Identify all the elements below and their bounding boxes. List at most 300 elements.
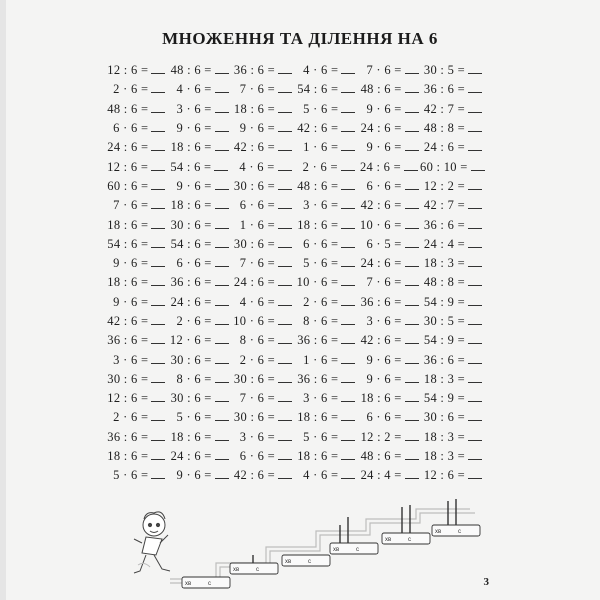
answer-blank[interactable] [151,392,165,402]
exercise-row [104,61,484,80]
answer-blank[interactable] [405,64,419,74]
exercise-expression: 36 : 6 = [107,429,149,444]
exercise-item [104,275,167,290]
answer-blank[interactable] [341,180,355,190]
exercise-item [357,237,420,252]
exercise-item [294,391,357,406]
exercise-expression: 36 : 6 = [423,82,465,97]
answer-blank[interactable] [278,161,292,171]
answer-blank[interactable] [341,296,355,306]
exercise-row [104,100,484,119]
exercise-expression: 48 : 6 = [360,82,402,97]
exercise-item [294,82,357,97]
exercise-row [104,428,484,447]
svg-text:хв: хв [385,537,392,543]
exercise-item [104,218,167,233]
exercise-item [357,179,420,194]
exercise-item [167,82,230,97]
exercise-expression: 10 · 6 = [296,275,339,290]
exercise-expression: 4 · 6 = [303,468,339,483]
exercise-item [167,102,230,117]
answer-blank[interactable] [341,450,355,460]
exercise-item [294,353,357,368]
answer-blank[interactable] [278,431,292,441]
exercise-item [421,430,484,445]
exercise-expression: 2 · 6 = [176,314,212,328]
answer-blank[interactable] [341,276,355,286]
exercise-expression: 54 : 6 = [170,236,212,251]
answer-blank[interactable] [405,431,419,441]
exercise-expression: 42 : 6 = [107,314,149,328]
answer-blank[interactable] [278,64,292,74]
answer-blank[interactable] [215,141,229,151]
svg-text:с: с [458,529,461,535]
answer-blank[interactable] [405,141,419,151]
answer-blank[interactable] [151,276,165,286]
exercise-expression: 24 : 6 = [359,159,402,174]
answer-blank[interactable] [341,83,355,93]
exercise-item [104,314,167,329]
exercise-item [294,63,357,78]
answer-blank[interactable] [405,122,419,132]
exercise-item [294,295,357,310]
answer-blank[interactable] [215,238,229,248]
answer-blank[interactable] [468,373,482,383]
exercise-expression: 3 · 6 = [113,352,149,367]
exercise-expression: 48 : 8 = [423,121,465,136]
answer-blank[interactable] [215,450,229,460]
exercise-item [294,314,357,329]
answer-blank[interactable] [151,296,165,306]
exercise-item [104,140,167,155]
exercise-item [421,314,484,329]
exercise-item [104,449,167,464]
exercise-item [421,353,484,368]
exercise-expression: 7 · 6 = [366,63,402,78]
exercise-item [294,410,357,425]
exercise-item [104,63,167,78]
exercise-expression: 3 · 6 = [366,314,402,328]
exercise-item [294,160,357,175]
answer-blank[interactable] [151,180,165,190]
exercise-expression: 42 : 7 = [423,198,465,213]
answer-blank[interactable] [405,469,419,479]
answer-blank[interactable] [215,257,229,267]
exercise-item [104,353,167,368]
exercise-item [167,63,230,78]
answer-blank[interactable] [468,64,482,74]
answer-blank[interactable] [468,411,482,421]
answer-blank[interactable] [278,103,292,113]
exercise-expression: 36 : 6 = [297,333,339,348]
exercise-expression: 12 · 6 = [169,333,212,348]
exercise-expression: 18 : 6 = [107,217,149,232]
exercise-expression: 24 : 6 = [233,275,275,290]
answer-blank[interactable] [278,141,292,151]
answer-blank[interactable] [468,334,482,344]
exercise-expression: 30 : 6 = [233,236,275,251]
exercise-item [167,430,230,445]
exercise-item [167,218,230,233]
exercise-item [421,179,484,194]
answer-blank[interactable] [215,276,229,286]
exercise-item [421,391,484,406]
answer-blank[interactable] [278,122,292,132]
exercise-expression: 42 : 6 = [360,198,402,213]
answer-blank[interactable] [151,64,165,74]
exercise-expression: 42 : 7 = [423,101,465,116]
exercise-item [231,468,294,483]
answer-blank[interactable] [341,354,355,364]
exercise-item [357,468,420,483]
exercise-row [104,466,484,485]
exercise-expression: 18 : 6 = [233,101,275,116]
answer-blank[interactable] [278,392,292,402]
exercise-item [357,295,420,310]
exercise-item [104,82,167,97]
answer-blank[interactable] [405,103,419,113]
exercise-item [421,449,484,464]
answer-blank[interactable] [468,315,482,325]
answer-blank[interactable] [278,296,292,306]
exercise-row [104,235,484,254]
answer-blank[interactable] [341,315,355,325]
answer-blank[interactable] [215,315,229,325]
exercise-expression: 54 : 6 = [297,82,339,97]
answer-blank[interactable] [341,141,355,151]
answer-blank[interactable] [215,103,229,113]
answer-blank[interactable] [215,431,229,441]
answer-blank[interactable] [278,219,292,229]
answer-blank[interactable] [215,296,229,306]
answer-blank[interactable] [341,122,355,132]
answer-blank[interactable] [468,469,482,479]
exercise-row [104,331,484,350]
exercise-item [231,179,294,194]
exercise-item [294,140,357,155]
exercise-expression: 48 : 6 = [170,63,212,78]
exercise-item [357,275,420,290]
answer-blank[interactable] [151,373,165,383]
answer-blank[interactable] [215,373,229,383]
exercise-expression: 10 · 6 = [359,217,402,232]
exercise-item [294,430,357,445]
exercise-item [357,430,420,445]
exercise-expression: 9 · 6 = [366,140,402,155]
answer-blank[interactable] [341,334,355,344]
answer-blank[interactable] [151,450,165,460]
exercise-item [357,140,420,155]
answer-blank[interactable] [151,411,165,421]
answer-blank[interactable] [468,219,482,229]
exercise-item [167,353,230,368]
answer-blank[interactable] [468,354,482,364]
exercise-item [294,218,357,233]
exercise-item [421,275,484,290]
answer-blank[interactable] [341,431,355,441]
exercise-expression: 6 · 6 = [366,178,402,193]
answer-blank[interactable] [468,83,482,93]
exercise-item [231,275,294,290]
answer-blank[interactable] [405,315,419,325]
exercise-expression: 48 : 6 = [297,178,339,193]
exercise-item [167,121,230,136]
answer-blank[interactable] [405,219,419,229]
answer-blank[interactable] [151,238,165,248]
cartoon-character-icon [134,512,170,573]
exercise-row [104,447,484,466]
exercise-item [294,449,357,464]
exercise-item [104,198,167,213]
exercise-item [357,372,420,387]
exercise-expression: 36 : 6 = [107,333,149,348]
exercise-expression: 42 : 6 = [233,468,275,483]
exercise-expression: 9 · 6 = [176,121,212,136]
answer-blank[interactable] [151,315,165,325]
exercise-expression: 30 : 6 = [107,371,149,386]
exercise-item [421,102,484,117]
exercise-item [231,140,294,155]
exercise-expression: 12 : 6 = [423,468,465,483]
answer-blank[interactable] [405,83,419,93]
exercise-expression: 3 · 6 = [239,429,275,444]
exercise-expression: 18 : 6 = [170,429,212,444]
answer-blank[interactable] [278,450,292,460]
answer-blank[interactable] [468,296,482,306]
answer-blank[interactable] [215,354,229,364]
exercise-expression: 7 · 6 = [366,275,402,290]
exercise-expression: 30 : 6 = [423,410,465,425]
exercise-item [357,314,420,329]
exercise-item [421,333,484,348]
answer-blank[interactable] [151,199,165,209]
exercise-expression: 36 : 6 = [170,275,212,290]
answer-blank[interactable] [405,296,419,306]
exercise-expression: 9 · 6 = [366,101,402,116]
exercise-item [421,295,484,310]
exercise-item [167,160,230,175]
answer-blank[interactable] [151,161,165,171]
answer-blank[interactable] [278,373,292,383]
answer-blank[interactable] [278,238,292,248]
exercise-item [421,410,484,425]
answer-blank[interactable] [468,122,482,132]
answer-blank[interactable] [278,334,292,344]
exercise-item [231,237,294,252]
answer-blank[interactable] [341,411,355,421]
exercise-grid [104,61,484,486]
answer-blank[interactable] [215,219,229,229]
answer-blank[interactable] [151,219,165,229]
exercise-item [421,256,484,271]
exercise-item [231,372,294,387]
answer-blank[interactable] [278,83,292,93]
answer-blank[interactable] [341,199,355,209]
svg-text:хв: хв [185,581,192,587]
exercise-expression: 9 · 6 = [366,371,402,386]
exercise-expression: 24 : 4 = [360,468,402,483]
exercise-expression: 36 : 6 = [297,371,339,386]
answer-blank[interactable] [215,122,229,132]
exercise-expression: 6 · 6 = [366,410,402,425]
exercise-item [167,237,230,252]
exercise-item [167,372,230,387]
answer-blank[interactable] [468,199,482,209]
exercise-expression: 5 · 6 = [303,256,339,271]
exercise-expression: 18 : 3 = [423,429,465,444]
answer-blank[interactable] [468,180,482,190]
exercise-item [104,179,167,194]
answer-blank[interactable] [215,180,229,190]
answer-blank[interactable] [151,354,165,364]
answer-blank[interactable] [278,257,292,267]
answer-blank[interactable] [151,122,165,132]
answer-blank[interactable] [468,141,482,151]
answer-blank[interactable] [405,238,419,248]
exercise-item [231,218,294,233]
answer-blank[interactable] [341,257,355,267]
exercise-expression: 54 : 6 = [107,236,149,251]
answer-blank[interactable] [151,103,165,113]
exercise-item [420,160,484,175]
exercise-expression: 2 · 6 = [239,352,275,367]
exercise-item [421,237,484,252]
exercise-item [167,140,230,155]
answer-blank[interactable] [405,276,419,286]
answer-blank[interactable] [215,199,229,209]
answer-blank[interactable] [405,257,419,267]
exercise-expression: 24 : 6 = [170,294,212,309]
answer-blank[interactable] [468,431,482,441]
exercise-expression: 12 : 6 = [107,391,149,406]
exercise-expression: 6 · 6 = [239,449,275,464]
answer-blank[interactable] [278,199,292,209]
exercise-item [357,410,420,425]
exercise-expression: 18 : 6 = [297,449,339,464]
answer-blank[interactable] [405,373,419,383]
answer-blank[interactable] [341,373,355,383]
exercise-expression: 18 : 3 = [423,256,465,271]
exercise-expression: 24 : 6 = [423,140,465,155]
exercise-item [231,102,294,117]
exercise-item [230,160,293,175]
exercise-expression: 9 · 6 = [176,178,212,193]
exercise-item [104,160,167,175]
answer-blank[interactable] [214,161,228,171]
answer-blank[interactable] [405,354,419,364]
answer-blank[interactable] [405,392,419,402]
svg-text:с: с [256,567,259,573]
exercise-item [421,372,484,387]
answer-blank[interactable] [215,469,229,479]
exercise-item [357,256,420,271]
exercise-expression: 48 : 6 = [107,101,149,116]
exercise-expression: 5 · 6 = [303,429,339,444]
answer-blank[interactable] [341,64,355,74]
answer-blank[interactable] [278,276,292,286]
exercise-expression: 18 : 6 = [297,410,339,425]
exercise-item [294,256,357,271]
answer-blank[interactable] [151,469,165,479]
answer-blank[interactable] [151,334,165,344]
answer-blank[interactable] [405,180,419,190]
exercise-item [104,430,167,445]
answer-blank[interactable] [341,161,355,171]
exercise-expression: 3 · 6 = [176,101,212,116]
exercise-item [104,295,167,310]
exercise-expression: 5 · 6 = [113,468,149,483]
answer-blank[interactable] [468,238,482,248]
exercise-row [104,312,484,331]
answer-blank[interactable] [468,450,482,460]
answer-blank[interactable] [215,392,229,402]
exercise-item [294,102,357,117]
answer-blank[interactable] [215,411,229,421]
answer-blank[interactable] [405,199,419,209]
answer-blank[interactable] [278,315,292,325]
answer-blank[interactable] [151,141,165,151]
exercise-row [104,196,484,215]
exercise-item [357,353,420,368]
answer-blank[interactable] [151,83,165,93]
answer-blank[interactable] [151,431,165,441]
exercise-expression: 30 : 5 = [423,314,465,328]
answer-blank[interactable] [278,411,292,421]
exercise-item [167,410,230,425]
svg-text:хв: хв [233,567,240,573]
staircase-illustration [130,495,510,590]
exercise-item [104,391,167,406]
exercise-item [357,63,420,78]
answer-blank[interactable] [405,411,419,421]
exercise-item [167,179,230,194]
answer-blank[interactable] [468,103,482,113]
answer-blank[interactable] [278,469,292,479]
exercise-expression: 8 · 6 = [303,314,339,328]
exercise-expression: 1 · 6 = [239,217,275,232]
exercise-expression: 8 · 6 = [239,333,275,348]
exercise-expression: 7 · 6 = [239,256,275,271]
answer-blank[interactable] [341,469,355,479]
answer-blank[interactable] [215,64,229,74]
answer-blank[interactable] [341,238,355,248]
exercise-expression: 18 : 3 = [423,449,465,464]
exercise-expression: 30 : 6 = [170,391,212,406]
exercise-item [231,353,294,368]
answer-blank[interactable] [341,103,355,113]
answer-blank[interactable] [341,392,355,402]
answer-blank[interactable] [215,334,229,344]
exercise-item [167,449,230,464]
answer-blank[interactable] [341,219,355,229]
answer-blank[interactable] [471,161,485,171]
exercise-item [357,160,420,175]
answer-blank[interactable] [405,334,419,344]
answer-blank[interactable] [404,161,418,171]
answer-blank[interactable] [151,257,165,267]
answer-blank[interactable] [405,450,419,460]
answer-blank[interactable] [278,354,292,364]
answer-blank[interactable] [468,392,482,402]
exercise-expression: 12 : 2 = [360,429,402,444]
exercise-expression: 4 · 6 = [176,82,212,97]
answer-blank[interactable] [278,180,292,190]
answer-blank[interactable] [468,276,482,286]
answer-blank[interactable] [468,257,482,267]
exercise-expression: 24 : 6 = [170,449,212,464]
answer-blank[interactable] [215,83,229,93]
exercise-expression: 6 · 6 = [176,256,212,271]
